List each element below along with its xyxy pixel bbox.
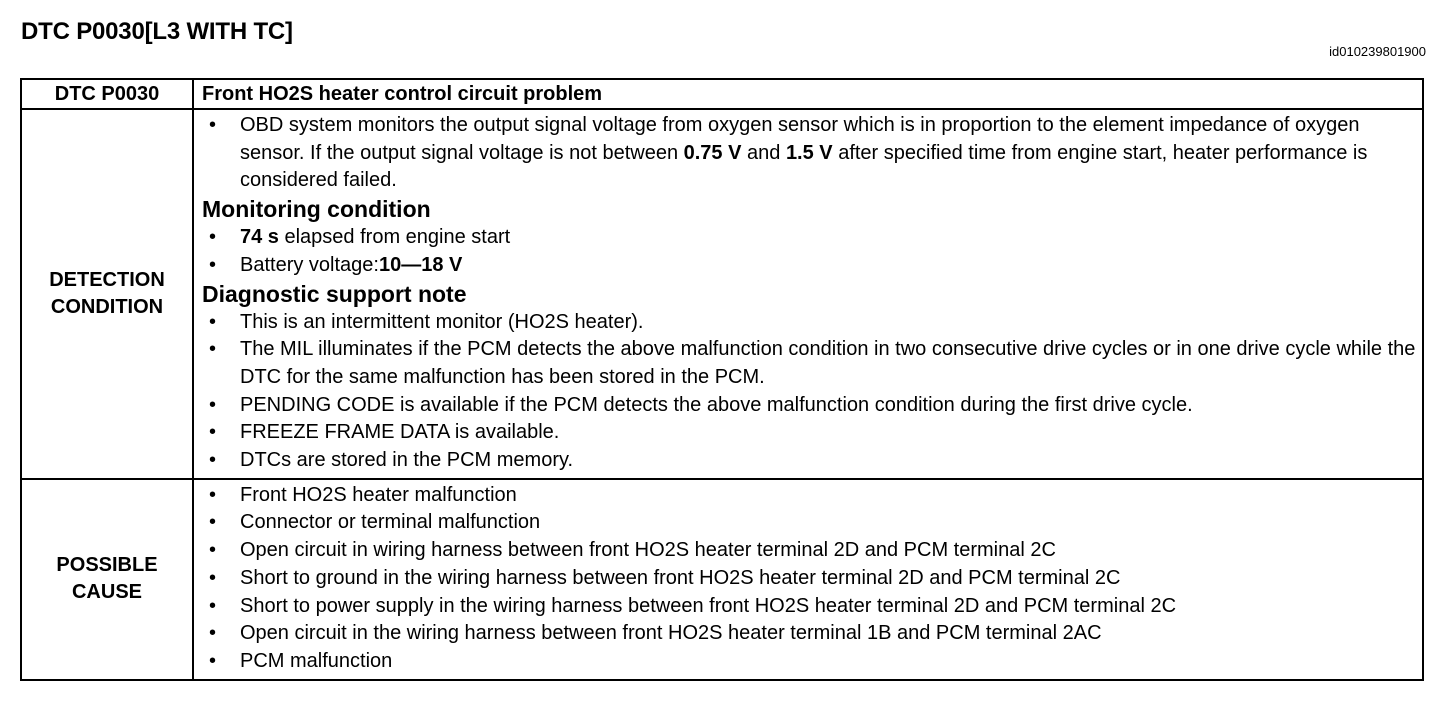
possible-cause-label <box>21 479 193 680</box>
document-title: DTC P0030[L3 WITH TC] <box>21 18 293 45</box>
diagnostic-support-list <box>202 309 1416 475</box>
detection-label-line1: DETECTION <box>49 268 165 291</box>
intro-text-part2: and <box>741 141 786 164</box>
possible-cause-label-line1: POSSIBLE <box>56 554 158 577</box>
list-item: • The MIL illuminates if the PCM detects the above malfunction condition in two consecutive drive cycles or in one drive cycle while the DTC for the same malfunction has been stored in the PCM. <box>202 336 1416 391</box>
monitoring-time-text: elapsed from engine start <box>278 226 511 249</box>
list-item: • Open circuit in wiring harness between front HO2S heater terminal 2D and PCM terminal 2C <box>202 537 1416 565</box>
list-item <box>202 112 1416 195</box>
diagnostic-support-heading: Diagnostic support note <box>202 280 467 307</box>
possible-cause-row <box>21 479 1423 680</box>
possible-cause-label-line2: CAUSE <box>71 581 142 604</box>
list-item <box>202 224 1416 252</box>
table-header-row <box>21 79 1423 109</box>
intro-text-part3: after specified time from engine start, heater performance is considered failed. <box>240 141 1368 192</box>
list-item: • This is an intermittent monitor (HO2S heater). <box>202 309 1416 337</box>
list-item <box>202 252 1416 280</box>
document-id: id010239801900 <box>1329 44 1426 59</box>
detection-condition-label <box>21 109 193 479</box>
list-item: • PCM malfunction <box>202 648 1416 676</box>
intro-value-max: 1.5 V <box>785 141 833 164</box>
monitoring-voltage-value: 10—18 V <box>378 253 463 276</box>
list-item: • PENDING CODE is available if the PCM detects the above malfunction condition during the first drive cycle. <box>202 392 1416 420</box>
intro-text-part1: OBD system monitors the output signal voltage from oxygen sensor which is in proportion to the element impedance of oxygen sensor. If the output signal voltage is not between <box>240 114 1360 164</box>
possible-cause-list <box>202 482 1416 676</box>
list-item: • Short to power supply in the wiring harness between front HO2S heater terminal 2D and PCM terminal 2C <box>202 593 1416 621</box>
monitoring-condition-heading: Monitoring condition <box>202 196 431 223</box>
list-item: • Short to ground in the wiring harness between front HO2S heater terminal 2D and PCM terminal 2C <box>202 565 1416 593</box>
list-item: • Front HO2S heater malfunction <box>202 482 1416 510</box>
monitoring-voltage-text: Battery voltage: <box>240 253 379 276</box>
dtc-table <box>20 78 1424 681</box>
monitoring-condition-list <box>202 224 1416 279</box>
detection-label-line2: CONDITION <box>50 295 164 318</box>
dtc-code-cell: DTC P0030 <box>21 79 193 109</box>
list-item: • Connector or terminal malfunction <box>202 509 1416 537</box>
possible-cause-content <box>193 479 1423 680</box>
detection-condition-row <box>21 109 1423 479</box>
intro-value-min: 0.75 V <box>683 141 742 164</box>
detection-condition-content <box>193 109 1423 479</box>
dtc-description-cell: Front HO2S heater control circuit problem <box>193 79 1423 109</box>
monitoring-time-value: 74 s <box>240 226 279 249</box>
list-item: • Open circuit in the wiring harness between front HO2S heater terminal 1B and PCM terminal 2AC <box>202 620 1416 648</box>
list-item: • FREEZE FRAME DATA is available. <box>202 419 1416 447</box>
detection-intro-list <box>202 112 1416 195</box>
list-item: • DTCs are stored in the PCM memory. <box>202 447 1416 475</box>
